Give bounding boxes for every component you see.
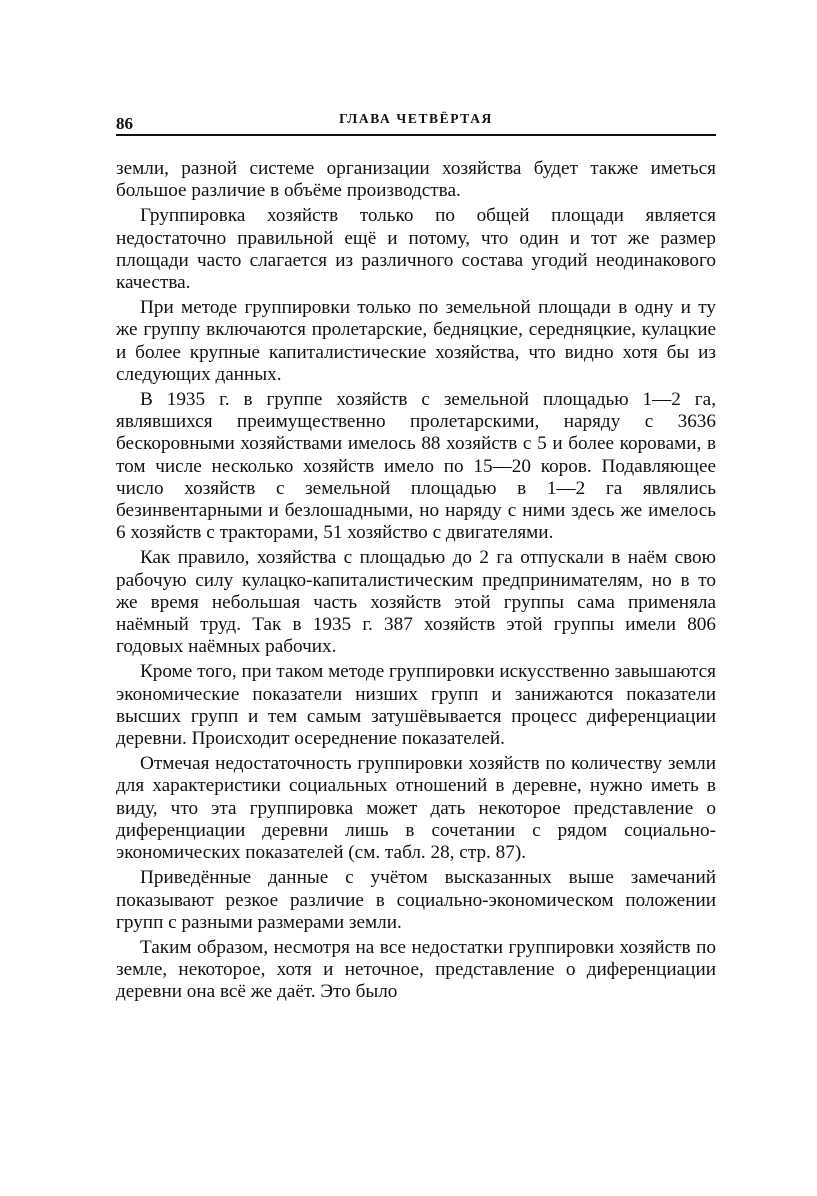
paragraph: Приведённые данные с учётом высказанных выше замечаний показывают резкое различие в социально-экономическом положении групп с разными размерами земли. [116,867,716,933]
paragraph: В 1935 г. в группе хозяйств с земельной площадью 1—2 га, являвшихся преимущественно пролетарскими, наряду с 3636 бескоровными хозяйствами имелось 88 хозяйств с 5 и более коровами, в том числе несколько хозяйств имело по 15—20 коров. Подавляющее число хозяйств с земельной площадью в 1—2 га являлись безинвентарными и безлошадными, но наряду с ними здесь же имелось 6 хозяйств с тракторами, 51 хозяйство с двигателями. [116,389,716,544]
paragraph: Кроме того, при таком методе группировки искусственно завышаются экономические показатели низших групп и занижаются показатели высших групп и тем самым затушёвывается процесс диференциации деревни. Происходит осереднение показателей. [116,661,716,750]
paragraph: Таким образом, несмотря на все недостатки группировки хозяйств по земле, некоторое, хотя и неточное, представление о диференциации деревни она всё же даёт. Это было [116,936,716,1003]
paragraph: Отмечая недостаточность группировки хозяйств по количеству земли для характеристики социальных отношений в деревне, нужно иметь в виду, что эта группировка может дать некоторое представление о диференциации деревни лишь в сочетании с рядом социально-экономических показателей (см. табл. 28, стр. 87). [116,753,716,864]
page-number: 86 [116,114,133,133]
chapter-title: ГЛАВА ЧЕТВЁРТАЯ [339,111,493,126]
paragraph: Как правило, хозяйства с площадью до 2 га отпускали в наём свою рабочую силу кулацко-капиталистическим предпринимателям, но в то же время небольшая часть хозяйств этой группы сама применяла наёмный труд. Так в 1935 г. 387 хозяйств этой группы имели 806 годовых наёмных рабочих. [116,547,716,658]
paragraph-continued: земли, разной системе организации хозяйства будет также иметься большое различие в объёме производства. [116,158,716,202]
body-text [116,158,716,1004]
paragraph: Группировка хозяйств только по общей площади является недостаточно правильной ещё и потому, что один и тот же размер площади часто слагается из различного состава угодий неодинакового качества. [116,205,716,294]
book-page [116,108,716,1007]
paragraph: При методе группировки только по земельной площади в одну и ту же группу включаются пролетарские, бедняцкие, середняцкие, кулацкие и более крупные капиталистические хозяйства, что видно хотя бы из следующих данных. [116,297,716,385]
running-header [116,108,716,136]
